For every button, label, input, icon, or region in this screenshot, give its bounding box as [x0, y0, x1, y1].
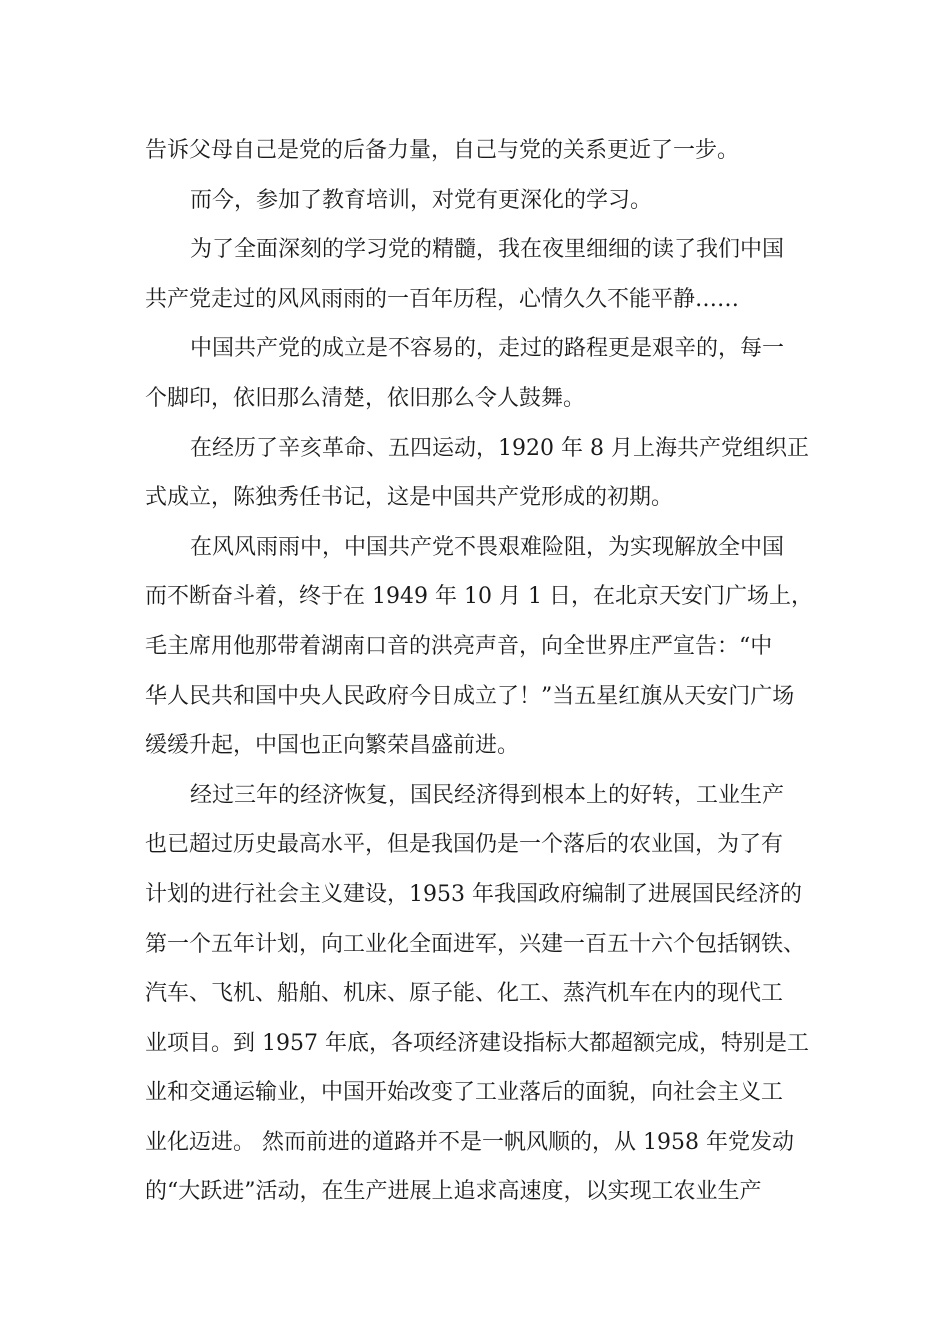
text-line-18: 汽车、飞机、船舶、机床、原子能、化工、蒸汽机车在内的现代工 [145, 981, 784, 1007]
body-text [145, 126, 845, 1217]
text-line-13: 缓缓升起，中国也正向繁荣昌盛前进。 [145, 733, 520, 759]
text-line-22: 的“大跃进”活动，在生产进展上追求高速度，以实现工农业生产 [145, 1179, 762, 1205]
text-line-17: 第一个五年计划，向工业化全面进军，兴建一百五十六个包括钢铁、 [145, 931, 806, 957]
text-line-7: 在经历了辛亥革命、五四运动，1920 年 8 月上海共产党组织正 [190, 435, 809, 461]
text-line-20: 业和交通运输业，中国开始改变了工业落后的面貌，向社会主义工 [145, 1080, 784, 1106]
text-line-8: 式成立，陈独秀任书记，这是中国共产党形成的初期。 [145, 485, 674, 511]
text-line-19: 业项目。到 1957 年底，各项经济建设指标大都超额完成，特别是工 [145, 1030, 809, 1056]
text-line-21: 业化迈进。 然而前进的道路并不是一帆风顺的，从 1958 年党发动 [145, 1129, 794, 1155]
text-line-6: 个脚印，依旧那么清楚，依旧那么令人鼓舞。 [145, 385, 586, 411]
text-line-10: 而不断奋斗着，终于在 1949 年 10 月 1 日，在北京天安门广场上， [145, 584, 813, 610]
text-line-4: 共产党走过的风风雨雨的一百年历程，心情久久不能平静…… [145, 286, 740, 312]
text-line-9: 在风风雨雨中，中国共产党不畏艰难险阻，为实现解放全中国 [190, 534, 785, 560]
text-line-2: 而今，参加了教育培训，对党有更深化的学习。 [190, 187, 653, 213]
text-line-5: 中国共产党的成立是不容易的，走过的路程更是艰辛的，每一 [190, 336, 785, 362]
text-line-16: 计划的进行社会主义建设，1953 年我国政府编制了进展国民经济的 [145, 881, 802, 907]
text-line-1: 告诉父母自己是党的后备力量，自己与党的关系更近了一步。 [145, 138, 740, 163]
text-line-3: 为了全面深刻的学习党的精髓，我在夜里细细的读了我们中国 [190, 237, 785, 263]
text-line-15: 也已超过历史最高水平，但是我国仍是一个落后的农业国，为了有 [145, 832, 784, 858]
text-line-11: 毛主席用他那带着湖南口音的洪亮声音，向全世界庄严宣告：“中 [145, 633, 773, 659]
text-line-12: 华人民共和国中央人民政府今日成立了！”当五星红旗从天安门广场 [145, 683, 795, 709]
text-line-14: 经过三年的经济恢复，国民经济得到根本上的好转，工业生产 [190, 782, 785, 808]
